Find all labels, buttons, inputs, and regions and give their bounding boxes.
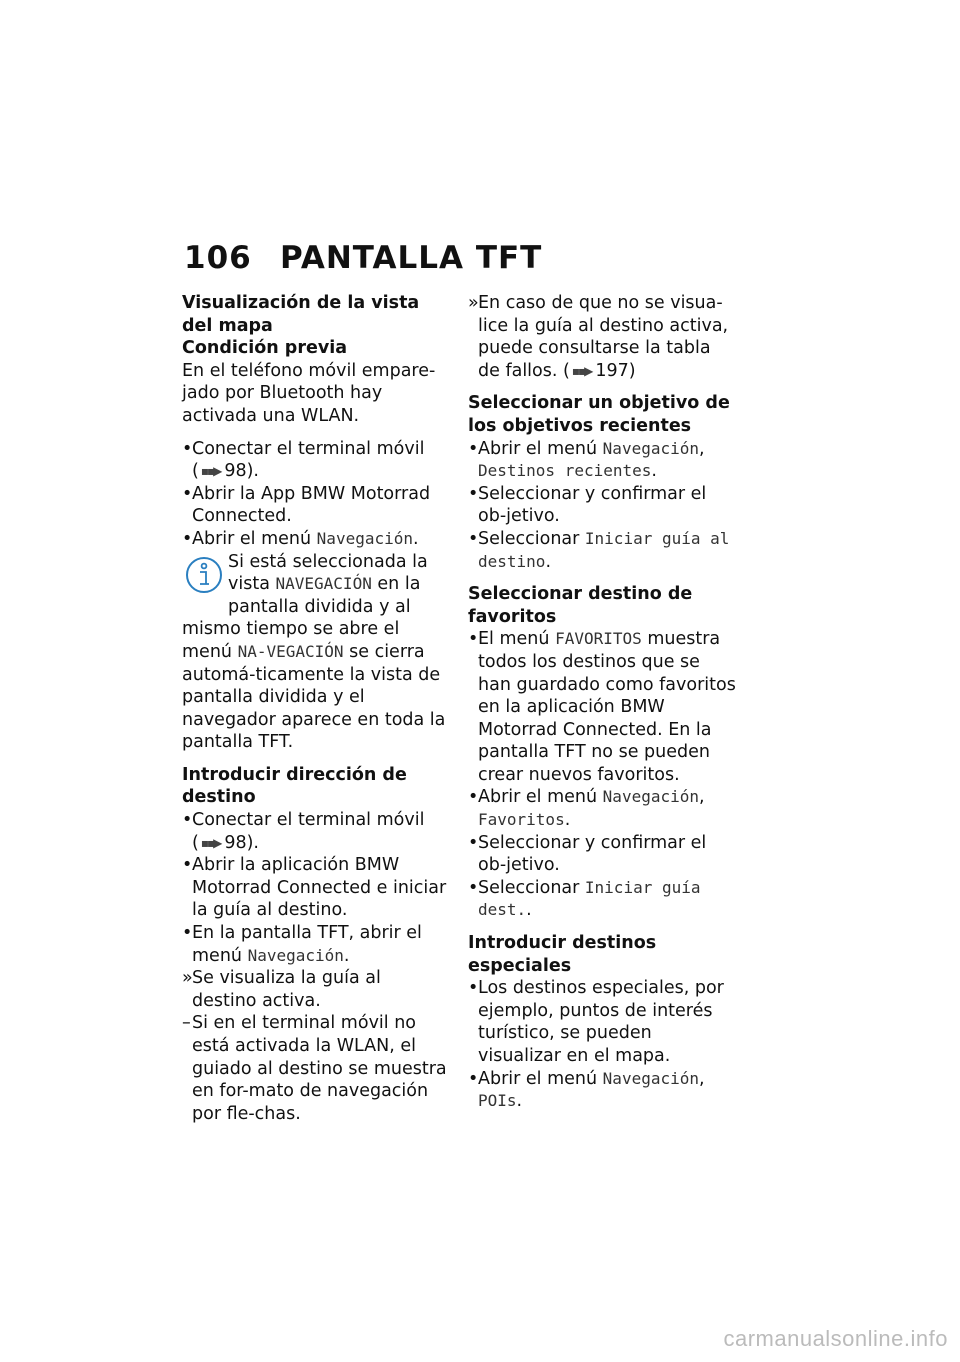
section-heading: Visualización de la vista del mapa <box>182 293 420 336</box>
subheading: Condición previa <box>182 338 348 359</box>
section-heading: Introducir destinos especiales <box>468 933 657 976</box>
watermark: carmanualsonline.info <box>723 1326 948 1351</box>
right-column <box>468 292 736 1113</box>
bullet-item: • Seleccionar Iniciar guía al destino. <box>468 528 730 572</box>
menu-name: NAVEGACIÓN <box>275 574 372 594</box>
bullet-marker: • <box>182 528 193 549</box>
dash-text: Si en el terminal móvil no está activada la WLAN, el guiado al destino se muestra en for-mato de navegación por fle-chas. <box>192 1013 447 1124</box>
note-text: Si está seleccionada la vista <box>228 551 428 595</box>
menu-name: Navegación <box>602 1068 699 1088</box>
bullet-item: • Abrir el menú Navegación. <box>182 528 419 549</box>
page-reference[interactable]: ( ▪▪▶ 98 ). <box>192 461 259 482</box>
menu-name: Iniciar guía al destino <box>478 528 730 571</box>
bullet-marker: • <box>468 1068 479 1089</box>
bullet-item <box>468 832 736 877</box>
bullet-item <box>182 854 450 922</box>
menu-name: POIs <box>478 1091 517 1111</box>
menu-name: NA-VEGACIÓN <box>237 641 344 661</box>
page-number: 106 <box>184 240 252 276</box>
section-heading: Seleccionar destino de favoritos <box>468 584 693 627</box>
page-header <box>184 240 542 280</box>
result-text: Se visualiza la guía al destino activa. <box>192 968 381 1011</box>
dash-item <box>182 1012 450 1125</box>
bullet-item: • Abrir el menú Navegación, Destinos recientes. <box>468 438 705 482</box>
bullet-item: • Seleccionar Iniciar guía dest.. <box>468 877 701 921</box>
menu-name: Navegación <box>602 787 699 807</box>
page-title: PANTALLA TFT <box>280 240 543 276</box>
menu-name: Navegación <box>247 945 344 965</box>
bullet-text: Los destinos especiales, por ejemplo, puntos de interés turístico, se pueden visualizar en el mapa. <box>478 978 724 1066</box>
bullet-text: Seleccionar y confirmar el ob-jetivo. <box>478 832 707 876</box>
note-text: en la pantalla dividida y al mismo tiempo se abre el menú <box>182 574 421 662</box>
left-column <box>182 292 450 1125</box>
bullet-marker: • <box>182 438 193 459</box>
bullet-marker: • <box>468 483 479 504</box>
bullet-marker: • <box>468 877 479 898</box>
bullet-marker: • <box>468 978 479 999</box>
paragraph: En el teléfono móvil empare-jado por Bluetooth hay activada una WLAN. <box>182 360 436 426</box>
bullet-marker: • <box>182 810 193 831</box>
page-reference[interactable]: ( ▪▪▶ 197 ) <box>563 360 636 381</box>
bullet-marker: • <box>468 787 479 808</box>
info-note <box>182 551 450 754</box>
bullet-text: Seleccionar <box>478 528 580 549</box>
result-item <box>468 292 736 382</box>
bullet-text: Abrir el menú <box>478 1068 598 1089</box>
arrow-right-icon: ▪▪▶ <box>200 464 221 479</box>
info-icon <box>182 551 226 597</box>
page-reference[interactable]: ( ▪▪▶ 98 ). <box>192 832 259 853</box>
menu-name: Destinos recientes <box>478 461 652 481</box>
bullet-text: El menú <box>478 629 550 650</box>
menu-name: Navegación <box>602 438 699 458</box>
bullet-item <box>182 809 450 854</box>
reference-page-number: 98 <box>224 832 247 853</box>
bullet-text: Abrir la aplicación BMW Motorrad Connected e iniciar la guía al destino. <box>192 855 447 921</box>
menu-name: Favoritos <box>478 810 565 830</box>
bullet-marker: • <box>468 629 479 650</box>
bullet-marker: • <box>182 855 193 876</box>
bullet-text: muestra todos los destinos que se han guardado como favoritos en la aplicación BMW Motorrad Connected. En la pantalla TFT no se pueden crear nuevos favoritos. <box>478 629 736 785</box>
section-heading: Seleccionar un objetivo de los objetivos recientes <box>468 393 730 436</box>
section-heading: Introducir dirección de destino <box>182 764 407 808</box>
bullet-text: Abrir el menú <box>192 528 312 549</box>
bullet-text: Abrir la App BMW Motorrad Connected. <box>192 483 431 527</box>
result-item <box>182 967 450 1012</box>
reference-page-number: 98 <box>224 461 247 482</box>
bullet-marker: • <box>468 528 479 549</box>
bullet-item <box>182 438 450 483</box>
bullet-text: Seleccionar <box>478 877 580 898</box>
result-text: En caso de que no se visua-lice la guía al destino activa, puede consultarse la tabla de fallos. <box>478 293 729 381</box>
result-marker: » <box>182 968 193 989</box>
bullet-text: Seleccionar y confirmar el ob-jetivo. <box>478 483 707 527</box>
bullet-text: Abrir el menú <box>478 787 598 808</box>
bullet-item: • Abrir el menú Navegación, Favoritos. <box>468 787 705 831</box>
bullet-item <box>182 483 450 528</box>
bullet-marker: • <box>182 923 193 944</box>
bullet-item <box>468 628 736 786</box>
bullet-marker: • <box>468 832 479 853</box>
result-marker: » <box>468 293 479 313</box>
menu-name: Iniciar guía dest. <box>478 877 701 920</box>
bullet-text: Conectar el terminal móvil <box>192 438 425 459</box>
bullet-item <box>468 483 736 528</box>
bullet-text: Conectar el terminal móvil <box>192 810 425 831</box>
arrow-right-icon: ▪▪▶ <box>200 835 221 850</box>
bullet-marker: • <box>468 438 479 459</box>
bullet-item <box>468 977 736 1067</box>
menu-name: FAVORITOS <box>555 629 642 649</box>
bullet-text: En la pantalla TFT, abrir el menú <box>192 923 422 966</box>
bullet-item: • Abrir el menú Navegación, POIs. <box>468 1068 705 1112</box>
note-text: se cierra automá-ticamente la vista de pantalla dividida y el navegador aparece en toda la pantalla TFT. <box>182 641 446 753</box>
bullet-item: • En la pantalla TFT, abrir el menú Navegación. <box>182 923 422 966</box>
dash-marker: – <box>182 1013 191 1034</box>
menu-name: Navegación <box>316 528 413 548</box>
arrow-right-icon: ▪▪▶ <box>571 363 592 378</box>
bullet-marker: • <box>182 483 193 504</box>
bullet-text: Abrir el menú <box>478 438 598 459</box>
reference-page-number: 197 <box>595 360 629 381</box>
